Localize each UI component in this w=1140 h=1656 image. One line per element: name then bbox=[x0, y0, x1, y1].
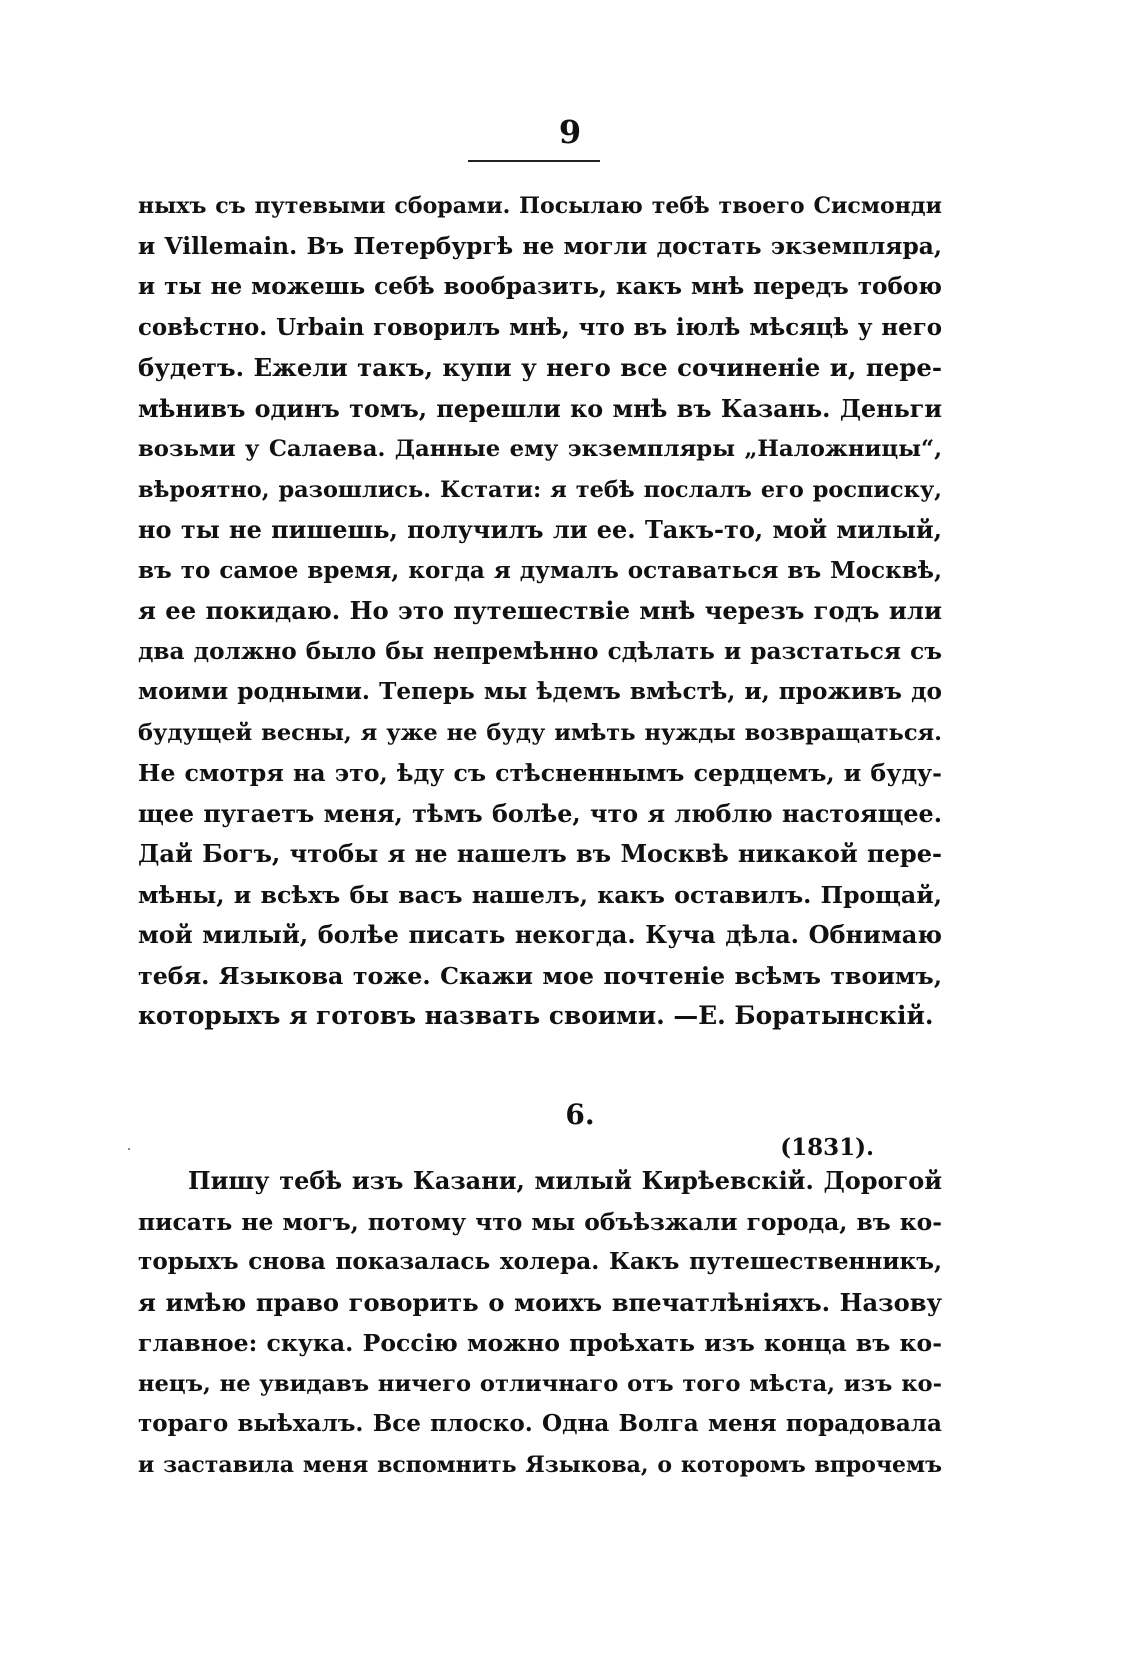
text-line: и Villemain. Въ Петербургѣ не могли достать экземпляра, bbox=[138, 232, 942, 260]
text-line: главное: скука. Россію можно проѣхать изъ конца въ ко- bbox=[138, 1329, 942, 1357]
text-line: Пишу тебѣ изъ Казани, милый Кирѣевскій. Дорогой bbox=[188, 1166, 942, 1195]
text-line: два должно было бы непремѣнно сдѣлать и разстаться съ bbox=[138, 637, 942, 665]
text-line: будущей весны, я уже не буду имѣть нужды возвращаться. bbox=[138, 719, 942, 746]
text-line: возьми у Салаева. Данные ему экземпляры „Наложницы“, bbox=[138, 436, 942, 462]
text-line: ныхъ съ путевыми сборами. Посылаю тебѣ твоего Сисмонди bbox=[138, 193, 942, 219]
text-line: мѣны, и всѣхъ бы васъ нашелъ, какъ оставилъ. Прощай, bbox=[138, 880, 942, 909]
text-line: тебя. Языкова тоже. Скажи мое почтеніе всѣмъ твоимъ, bbox=[138, 961, 942, 990]
print-speck bbox=[128, 1148, 130, 1150]
text-line: Не смотря на это, ѣду съ стѣсненнымъ сердцемъ, и буду- bbox=[138, 759, 942, 787]
text-line: тораго выѣхалъ. Все плоско. Одна Волга меня порадовала bbox=[138, 1410, 942, 1437]
text-line: Дай Богъ, чтобы я не нашелъ въ Москвѣ никакой пере- bbox=[138, 839, 942, 868]
text-line: и ты не можешь себѣ вообразить, какъ мнѣ передъ тобою bbox=[138, 273, 942, 300]
text-line: нецъ, не увидавъ ничего отличнаго отъ того мѣста, изъ ко- bbox=[138, 1370, 942, 1397]
text-line: я имѣю право говорить о моихъ впечатлѣніяхъ. Назову bbox=[138, 1287, 942, 1317]
letter-signature-line: которыхъ я готовъ назвать своими. —Е. Боратынскій. bbox=[138, 1001, 934, 1030]
text-line: я ее покидаю. Но это путешествіе мнѣ черезъ годъ или bbox=[138, 596, 942, 625]
page-number: 9 bbox=[558, 113, 582, 151]
text-line: моими родными. Теперь мы ѣдемъ вмѣстѣ, и, проживъ до bbox=[138, 678, 942, 705]
text-line: въ то самое время, когда я думалъ оставаться въ Москвѣ, bbox=[138, 556, 942, 584]
letter-date: (1831). bbox=[780, 1134, 874, 1161]
text-line: вѣроятно, разошлись. Кстати: я тебѣ послалъ его росписку, bbox=[138, 476, 942, 503]
text-line: писать не могъ, потому что мы объѣзжали города, въ ко- bbox=[138, 1207, 942, 1236]
text-line: щее пугаетъ меня, тѣмъ болѣе, что я люблю настоящее. bbox=[138, 799, 942, 828]
text-line: мой милый, болѣе писать некогда. Куча дѣла. Обнимаю bbox=[138, 920, 942, 949]
text-line: и заставила меня вспомнить Языкова, о которомъ впрочемъ bbox=[138, 1451, 942, 1478]
letter-6-body bbox=[138, 1161, 942, 1485]
page-number-rule bbox=[468, 160, 600, 162]
text-line: но ты не пишешь, получилъ ли ее. Такъ-то, мой милый, bbox=[138, 515, 942, 544]
letter-number: 6. bbox=[565, 1098, 595, 1131]
text-line: мѣнивъ одинъ томъ, перешли ко мнѣ въ Казань. Деньги bbox=[138, 394, 942, 423]
letter-5-continuation bbox=[138, 186, 942, 1037]
text-line: торыхъ снова показалась холера. Какъ путешественникъ, bbox=[138, 1248, 942, 1275]
text-line: будетъ. Ежели такъ, купи у него все сочиненіе и, пере- bbox=[138, 353, 942, 382]
text-line: совѣстно. Urbain говорилъ мнѣ, что въ іюлѣ мѣсяцѣ у него bbox=[138, 314, 942, 341]
